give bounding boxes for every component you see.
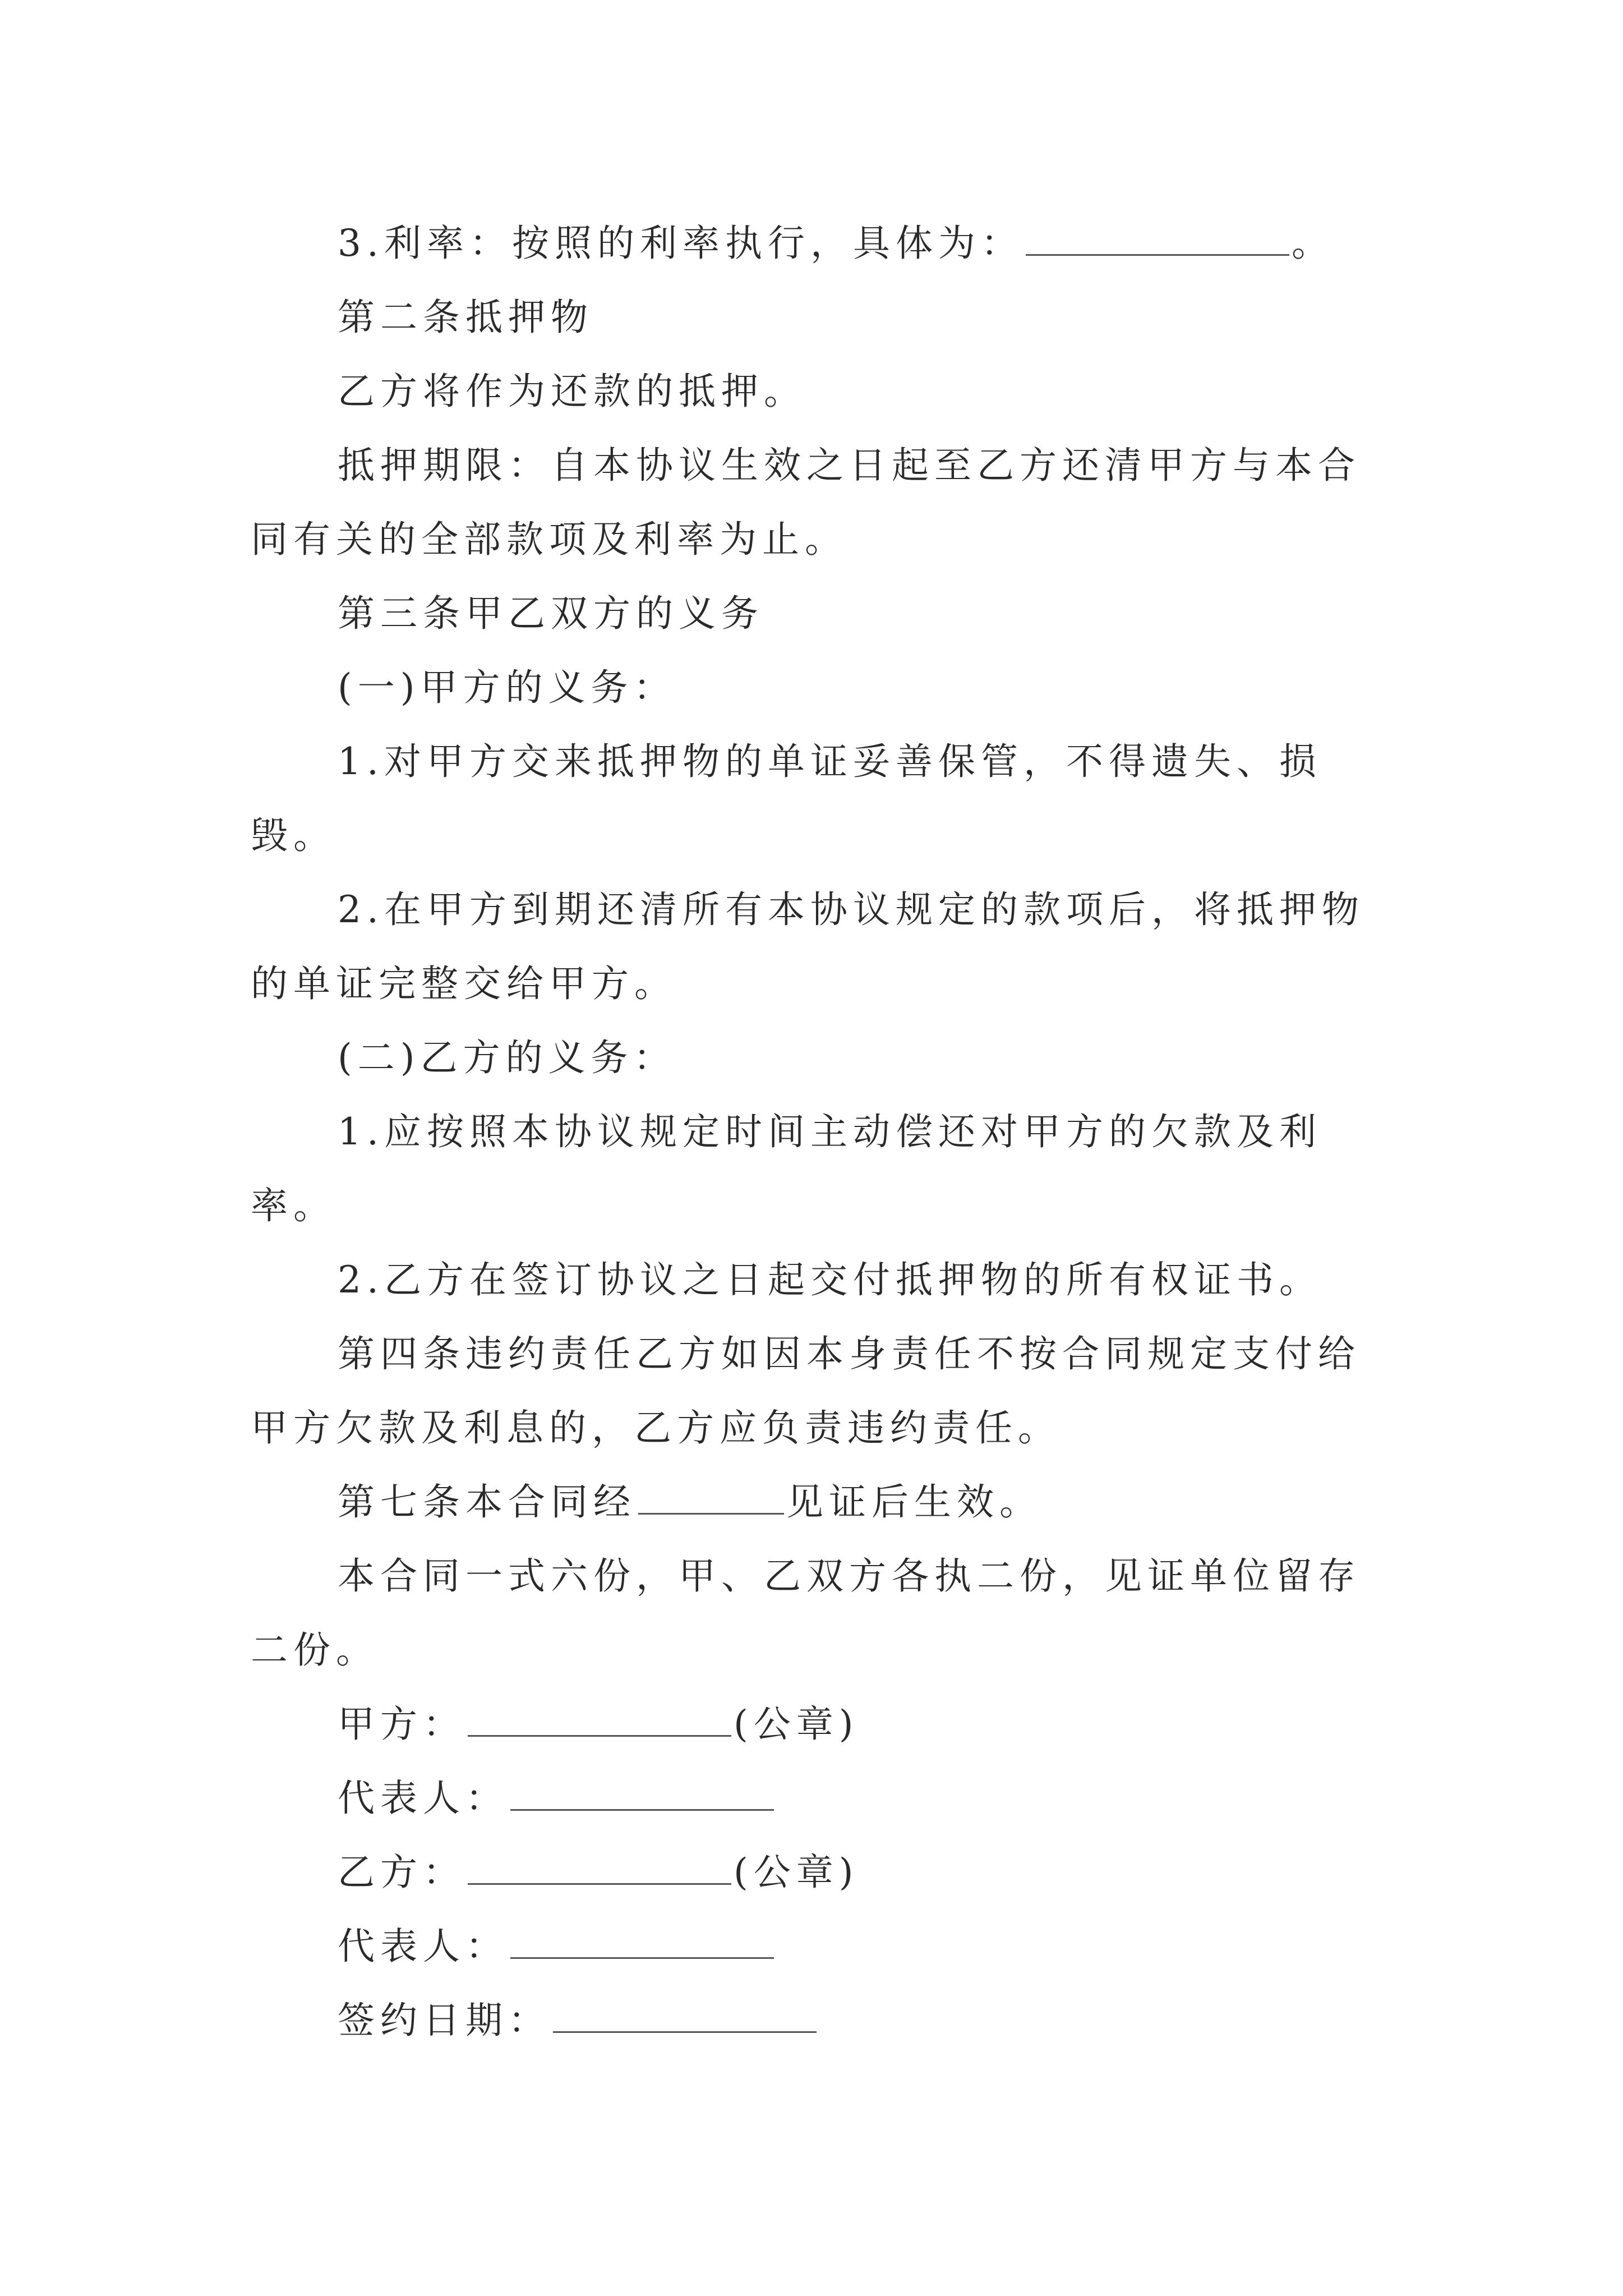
party-a-blank [468,1706,731,1737]
party-a-signature-line [251,1687,1378,1761]
party-b-blank [468,1854,731,1885]
article-3-heading: 第三条甲乙双方的义务 [338,592,764,635]
article-7-end: 见证后生效。 [786,1480,1042,1524]
party-a-seal: (公章) [734,1703,859,1746]
rate-blank [1026,225,1289,256]
party-a-duties-heading: (一)甲方的义务： [338,666,676,709]
party-b-label: 乙方： [338,1851,465,1894]
rep-b-signature-line [251,1910,1378,1984]
rate-clause [251,206,1378,280]
party-b-duty-2: 2.乙方在签订协议之日起交付抵押物的所有权证书。 [338,1258,1322,1301]
copies-clause: 本合同一式六份，甲、乙双方各执二份，见证单位留存二份。 [251,1554,1361,1672]
party-a-duty-2: 2.在甲方到期还清所有本协议规定的款项后，将抵押物的单证完整交给甲方。 [251,888,1364,1005]
rate-clause-text: 3.利率：按照的利率执行，具体为： [338,222,1023,265]
article-7-text: 第七条本合同经 [338,1480,636,1524]
rep-b-label: 代表人： [338,1925,508,1968]
article-2-heading: 第二条抵押物 [338,296,593,339]
party-b-seal: (公章) [734,1851,859,1894]
party-b-duties-heading: (二)乙方的义务： [338,1036,676,1079]
signing-date-blank [553,2002,817,2033]
party-b-duty-1: 1.应按照本协议规定时间主动偿还对甲方的欠款及利率。 [251,1110,1322,1227]
rate-clause-end: 。 [1291,222,1334,265]
signing-date-line [251,1984,1378,2058]
article-4-breach: 第四条违约责任乙方如因本身责任不按合同规定支付给甲方欠款及利息的，乙方应负责违约责任。 [251,1332,1361,1450]
witness-blank [638,1484,784,1515]
document-body [251,206,1378,2058]
collateral-term-clause: 抵押期限：自本协议生效之日起至乙方还清甲方与本合同有关的全部款项及利率为止。 [251,444,1361,561]
party-b-signature-line [251,1835,1378,1910]
rep-b-blank [510,1928,774,1959]
collateral-clause: 乙方将作为还款的抵押。 [338,370,806,413]
party-a-label: 甲方： [338,1703,465,1746]
rep-a-label: 代表人： [338,1777,508,1820]
rep-a-signature-line [251,1761,1378,1835]
rep-a-blank [510,1780,774,1811]
party-a-duty-1: 1.对甲方交来抵押物的单证妥善保管，不得遗失、损毁。 [251,740,1322,857]
article-7-witness [251,1465,1378,1539]
signing-date-label: 签约日期： [338,1999,551,2042]
